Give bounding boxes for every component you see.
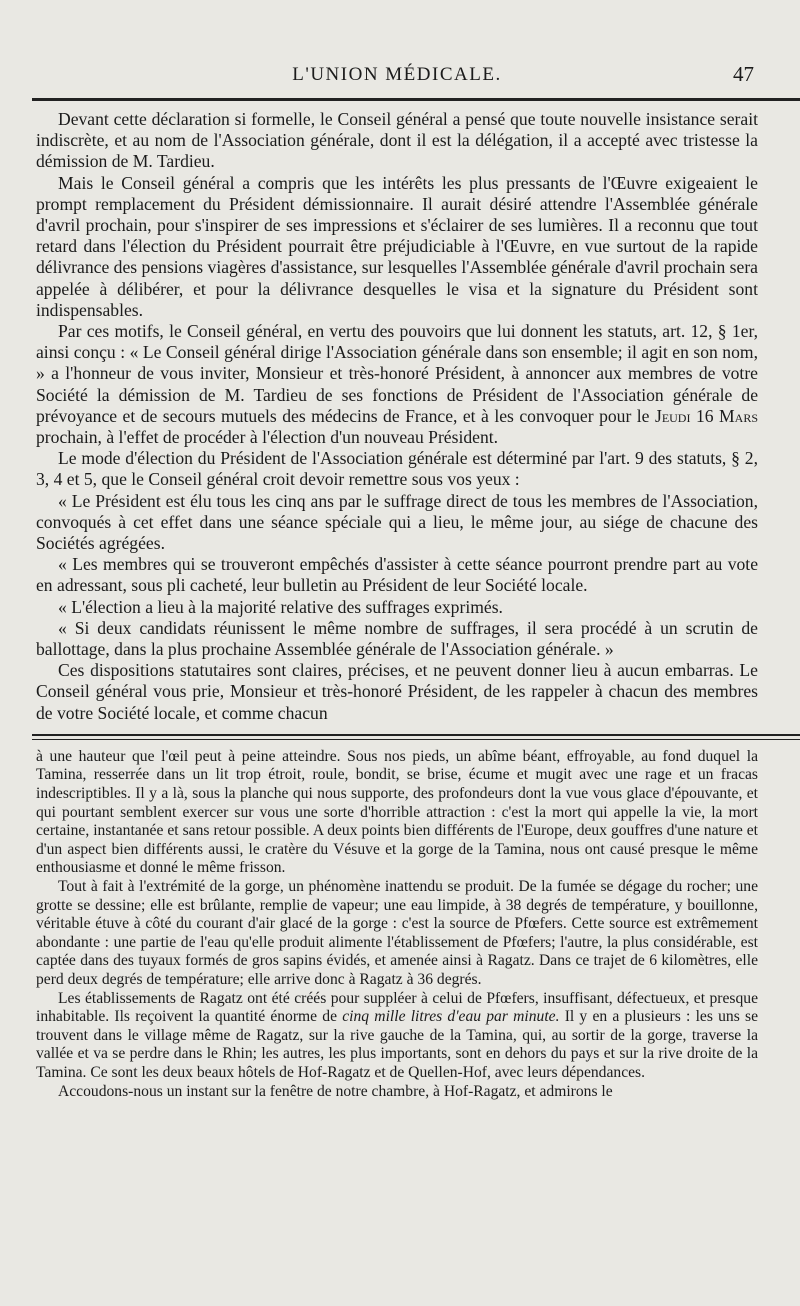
- paragraph: [36, 990, 758, 1083]
- paragraph: Tout à fait à l'extrémité de la gorge, un phénomène inattendu se produit. De la fumée se dégage du rocher; une grotte se dessine; elle est brûlante, remplie de vapeur; une eau limpide, à 38 degrés de température, y bouillonne, véritable étuve à côté du courant d'air glacé de la gorge : c'est la source de Pfœfers. Cette source est extrêmement abondante : une partie de l'eau qu'elle produit alimente l'établissement de Pfœfers; l'autre, la plus considérable, est captée dans des tuyaux formés de gros sapins évidés, et amenée ainsi à Ragatz. Dans ce trajet de 6 kilomètres, elle perd deux degrés de température; elle arrive donc à Ragatz à 36 degrés.: [36, 878, 758, 989]
- header-rule: [32, 98, 800, 101]
- paragraph: Accoudons-nous un instant sur la fenêtre de notre chambre, à Hof-Ragatz, et admirons le: [58, 1082, 613, 1100]
- quoted-statute: « L'élection a lieu à la majorité relative des suffrages exprimés.: [58, 596, 503, 617]
- page-header: [36, 56, 758, 96]
- paragraph-text: Par ces motifs, le Conseil général, en vertu des pouvoirs que lui donnent les statuts, art. 12, § 1er, ainsi conçu : « Le Conseil général dirige l'Association générale dans son ensemble; il agit en son nom, » a l'honneur de vous inviter, Monsieur et très-honoré Président, à annoncer aux membres de votre Société la démission de M. Tardieu de ses fonctions de Président de l'Association générale de prévoyance et de secours mutuels des médecins de France, et à les convoquer pour le: [36, 321, 758, 426]
- page-number: 47: [733, 62, 754, 86]
- paragraph-text: Il y en a plusieurs : les uns se trouvent dans le village même de Ragatz, sur la rive gauche de la Tamina, qui, au sortir de la gorge, traverse la vallée et va se perdre dans le Rhin; les autres, les plus importants, sont en dehors du pays et sur la rive droite de la Tamina. Ce sont les deux beaux hôtels de Hof-Ragatz et de Quellen-Hof, avec leurs dépendances.: [36, 1008, 758, 1081]
- quoted-statute: « Le Président est élu tous les cinq ans par le suffrage direct de tous les membres de l'Association, convoqués à cet effet dans une séance spéciale qui a lieu, le même jour, au siége de chacune des Sociétés agrégées.: [36, 490, 758, 554]
- paragraph-text: prochain, à l'effet de procéder à l'élection d'un nouveau Président.: [36, 427, 499, 448]
- paragraph: Le mode d'élection du Président de l'Association générale est déterminé par l'art. 9 des statuts, § 2, 3, 4 et 5, que le Conseil général croit devoir remettre sous vos yeux :: [36, 448, 758, 490]
- paragraph: Ces dispositions statutaires sont claires, précises, et ne peuvent donner lieu à aucun embarras. Le Conseil général vous prie, Monsieur et très-honoré Président, de les rappeler à chacun des membres de votre Société locale, et comme chacun: [36, 660, 758, 723]
- feuilleton-separator: [32, 734, 800, 740]
- feuilleton-body: [36, 748, 758, 1101]
- article-body: [36, 109, 758, 724]
- meeting-date: Jeudi 16 Mars: [654, 405, 758, 426]
- paragraph: Mais le Conseil général a compris que les intérêts les plus pressants de l'Œuvre exigeaient le prompt remplacement du Président démissionnaire. Il aurait désiré attendre l'Assemblée générale d'avril prochain, pour s'inspirer de ses impressions et s'éclairer de ses lumières. Il a reconnu que tout retard dans l'élection du Président pourrait être préjudiciable à l'Œuvre, en vue surtout de la rapide délivrance des pensions viagères d'assistance, sur lesquelles l'Assemblée générale d'avril prochain sera appelée à délibérer, et pour la délivrance desquelles le visa et la signature du Président sont indispensables.: [36, 172, 758, 320]
- italic-quantity: cinq mille litres d'eau par minute.: [342, 1008, 560, 1026]
- paragraph: [36, 321, 758, 448]
- quoted-statute: « Si deux candidats réunissent le même nombre de suffrages, il sera procédé à un scrutin de ballottage, dans la plus prochaine Assemblée générale de l'Association générale. »: [36, 617, 758, 660]
- quoted-statute: « Les membres qui se trouveront empêchés d'assister à cette séance pourront prendre part au vote en adressant, sous pli cacheté, leur bulletin au Président de leur Société locale.: [36, 554, 758, 596]
- running-title: L'UNION MÉDICALE.: [292, 64, 502, 85]
- paragraph: Devant cette déclaration si formelle, le Conseil général a pensé que toute nouvelle insistance serait indiscrète, et au nom de l'Association générale, dont il est la délégation, il a accepté avec tristesse la démission de M. Tardieu.: [36, 109, 758, 172]
- paragraph-text: Les établissements de Ragatz ont été créés pour suppléer à celui de Pfœfers, insuffisant, défectueux, et presque inhabitable. Ils reçoivent la quantité énorme de: [36, 989, 758, 1026]
- paragraph: à une hauteur que l'œil peut à peine atteindre. Sous nos pieds, un abîme béant, effroyable, au fond duquel la Tamina, resserrée dans un lit trop étroit, roule, bondit, se brise, écume et mugit avec une rage et un fracas indescriptibles. Il y a là, sous la planche qui nous supporte, des profondeurs dont la vue vous glace d'épouvante, et qui pourtant semblent exercer sur vous une sorte d'horrible attraction : c'est la mort qui appelle la vie, la mort certaine, instantanée et sans retour possible. A deux points bien différents de l'Europe, deux gouffres d'une nature et d'un aspect bien différents aussi, le cratère du Vésuve et la gorge de la Tamina, nous ont causé presque le même enthousiasme et donné le même frisson.: [36, 747, 758, 877]
